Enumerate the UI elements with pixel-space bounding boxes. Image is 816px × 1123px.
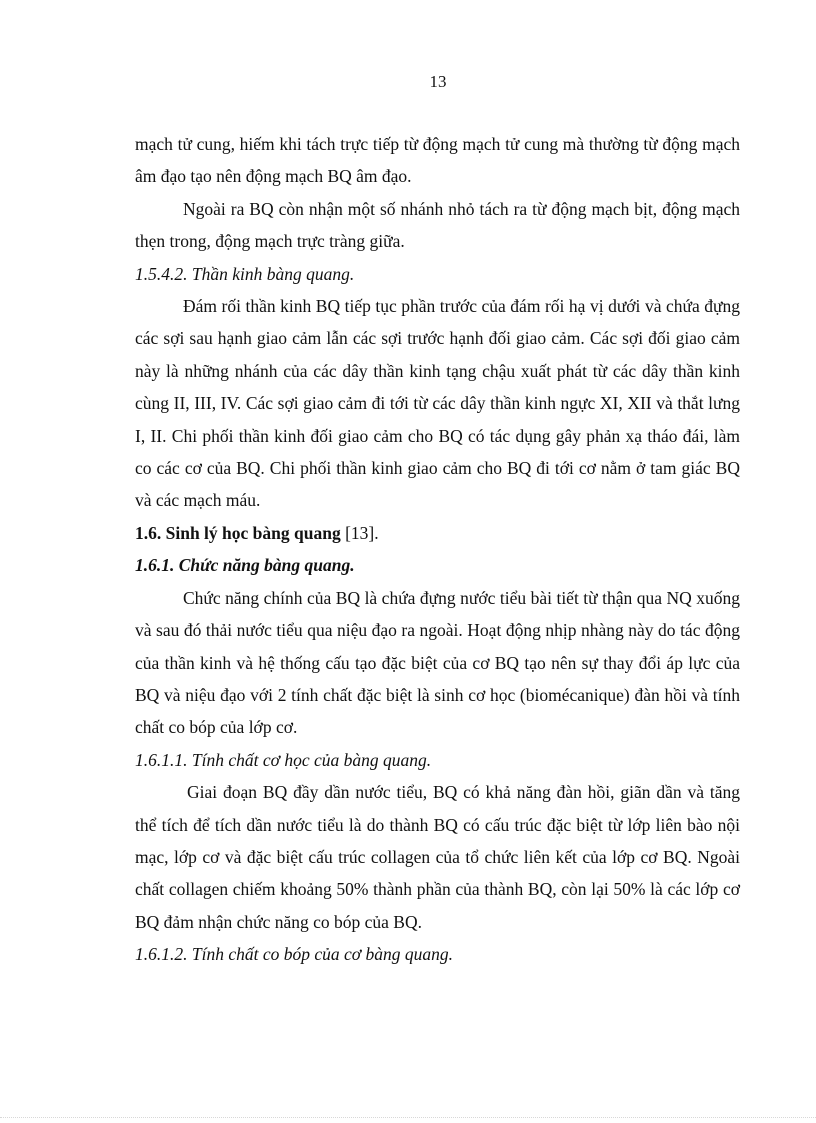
document-body — [135, 128, 740, 971]
heading-1-6-1: 1.6.1. Chức năng bàng quang. — [135, 555, 355, 576]
heading-1-6 — [135, 517, 740, 549]
paragraph-bq-branches: Ngoài ra BQ còn nhận một số nhánh nhỏ tách ra từ động mạch bịt, động mạch thẹn trong, động mạch trực tràng giữa. — [135, 198, 740, 252]
paragraph-mechanical-property: Giai đoạn BQ đầy dần nước tiểu, BQ có khả năng đàn hồi, giãn dần và tăng thể tích để tích dần nước tiểu là do thành BQ có cấu trúc đặc biệt từ lớp liên bào nội mạc, lớp cơ và đặc biệt cấu trúc collagen của tổ chức liên kết của lớp cơ BQ. Ngoài chất collagen chiếm khoảng 50% thành phần của thành BQ, còn lại 50% là các lớp cơ BQ đảm nhận chức năng co bóp của BQ. — [135, 782, 740, 932]
paragraph-continuation: mạch tử cung, hiếm khi tách trực tiếp từ động mạch tử cung mà thường từ động mạch âm đạo tạo nên động mạch BQ âm đạo. — [135, 134, 740, 187]
paragraph-nerve-plexus: Đám rối thần kinh BQ tiếp tục phần trước của đám rối hạ vị dưới và chứa đựng các sợi sau hạnh giao cảm lẫn các sợi trước hạnh đối giao cảm. Các sợi đối giao cảm này là những nhánh của các dây thần kinh tạng chậu xuất phát từ các dây thần kinh cùng II, III, IV. Các sợi giao cảm đi tới từ các dây thần kinh ngực XI, XII và thắt lưng I, II. Chi phối thần kinh đối giao cảm cho BQ có tác dụng gây phản xạ tháo đái, làm co các cơ của BQ. Chi phối thần kinh giao cảm cho BQ đi tới cơ nằm ở tam giác BQ và các mạch máu. — [135, 296, 740, 511]
heading-1-6-reference: [13]. — [340, 522, 379, 543]
paragraph-main-function: Chức năng chính của BQ là chứa đựng nước tiểu bài tiết từ thận qua NQ xuống và sau đó thải nước tiểu qua niệu đạo ra ngoài. Hoạt động nhịp nhàng này do tác động của thần kinh và hệ thống cấu tạo đặc biệt của cơ BQ tạo nên sự thay đổi áp lực của BQ và niệu đạo với 2 tính chất đặc biệt là sinh cơ học (biomécanique) đàn hồi và tính chất co bóp của lớp cơ. — [135, 587, 740, 738]
heading-1-6-1-2: 1.6.1.2. Tính chất co bóp của cơ bàng quang. — [135, 944, 453, 965]
page-number: 13 — [429, 72, 447, 91]
heading-1-5-4-2: 1.5.4.2. Thần kinh bàng quang. — [135, 263, 355, 284]
page-bottom-divider — [0, 1117, 816, 1118]
heading-1-6-1-1: 1.6.1.1. Tính chất cơ học của bàng quang. — [135, 749, 432, 770]
heading-1-6-title: 1.6. Sinh lý học bàng quang — [135, 522, 341, 543]
